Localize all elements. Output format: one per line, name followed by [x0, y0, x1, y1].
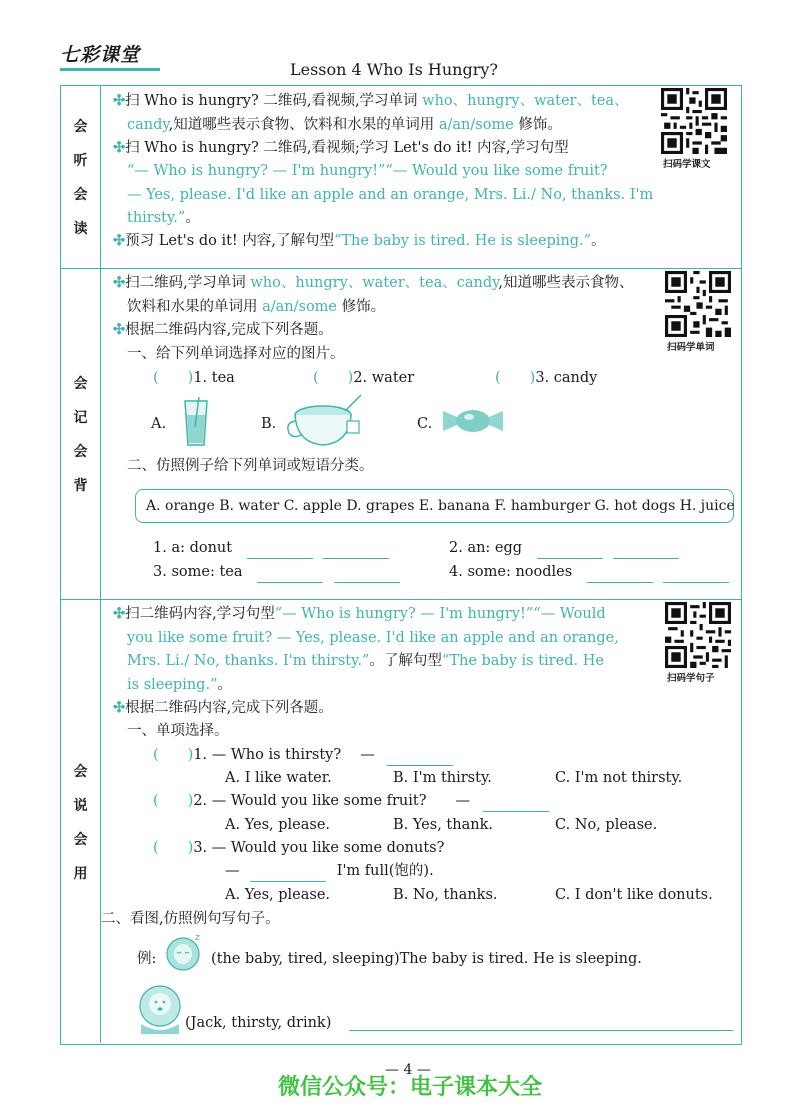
teacup-icon [285, 393, 367, 449]
match-item-3: ( )3. candy [495, 370, 598, 386]
side-char: 用 [73, 865, 88, 882]
answer-blank[interactable] [537, 545, 603, 559]
bullet-icon: ✣ [113, 139, 126, 156]
side-char: 会 [73, 763, 88, 780]
qr-code-icon[interactable] [665, 271, 731, 337]
section3-bullet2: ✣根据二维码内容,完成下列各题。 [113, 699, 333, 716]
section3-bullet1-line4: is sleeping.”。 [127, 677, 232, 693]
side-label-speak-use [61, 600, 101, 1043]
q1-option-b[interactable]: B. I'm thirsty. [393, 770, 492, 786]
answer-blank[interactable] [323, 545, 389, 559]
match-item-1: ( )1. tea [153, 370, 235, 386]
section2-bullet1-line1: ✣扫二维码,学习单词 who、hungry、water、tea、candy,知道哪些表示食物、 [113, 274, 634, 291]
q2-option-b[interactable]: B. Yes, thank. [393, 817, 493, 833]
side-char: 会 [73, 444, 88, 460]
qr-caption: 扫码学课文 [663, 159, 711, 170]
section3-bullet1-line1: ✣扫二维码内容,学习句型“— Who is hungry? — I'm hungry!”“— Would [113, 605, 606, 622]
qr-caption: 扫码学单词 [667, 342, 715, 353]
lesson-title: Lesson 4 Who Is Hungry? [290, 60, 498, 79]
section3-content [101, 600, 731, 1043]
section2-part1-title: 一、给下列单词选择对应的图片。 [127, 346, 345, 362]
answer-blank[interactable] [387, 752, 453, 766]
answer-blank[interactable] [247, 545, 313, 559]
section-speak-use [61, 600, 741, 1043]
question-2: ( )2. — Would you like some fruit? — [153, 790, 549, 812]
q3-option-a[interactable]: A. Yes, please. [225, 887, 331, 903]
answer-write-line[interactable] [349, 1030, 733, 1031]
pic-label-b: B. [261, 416, 277, 432]
side-char: 背 [73, 478, 88, 494]
side-char: 说 [73, 797, 88, 814]
section1-bullet2-line2: “— Who is hungry? — I'm hungry!”“— Would you like some fruit? [127, 163, 608, 179]
section3-bullet1-line3: Mrs. Li./ No, thanks. I'm thirsty.”。了解句型“The baby is tired. He [127, 653, 604, 669]
sleeping-baby-icon [161, 930, 207, 976]
q3-option-c[interactable]: C. I don't like donuts. [555, 887, 713, 903]
section1-bullet1-line1: ✣扫 Who is hungry? 二维码,看视频,学习单词 who、hungry、water、tea、 [113, 92, 629, 109]
pic-label-a: A. [151, 416, 167, 432]
q1-option-c[interactable]: C. I'm not thirsty. [555, 770, 683, 786]
task-prompt: (Jack, thirsty, drink) [185, 1015, 332, 1031]
classify-item-3: 3. some: tea [153, 561, 400, 583]
answer-blank[interactable] [483, 798, 549, 812]
side-label-remember-recite [61, 269, 101, 599]
answer-blank[interactable] [613, 545, 679, 559]
side-char: 会 [73, 187, 88, 203]
side-char: 听 [73, 153, 88, 169]
question-1: ( )1. — Who is thirsty? — [153, 744, 453, 766]
section2-bullet2: ✣根据二维码内容,完成下列各题。 [113, 321, 333, 338]
section1-content [113, 86, 731, 268]
q2-option-c[interactable]: C. No, please. [555, 817, 658, 833]
side-label-listen-read [61, 86, 101, 268]
side-char: 会 [73, 119, 88, 135]
side-char: 会 [73, 376, 88, 392]
classify-item-1: 1. a: donut [153, 537, 389, 559]
section3-part1-title: 一、单项选择。 [127, 723, 229, 739]
question-3: ( )3. — Would you like some donuts? [153, 840, 445, 856]
qr-caption: 扫码学句子 [667, 673, 715, 684]
answer-paren[interactable]: ( ) [153, 747, 194, 763]
side-char: 会 [73, 831, 88, 848]
q1-option-a[interactable]: A. I like water. [225, 770, 332, 786]
section-listen-read [61, 86, 741, 269]
section2-bullet1-line2: 饮料和水果的单词用 a/an/some 修饰。 [127, 299, 386, 315]
example-sentence: (the baby, tired, sleeping)The baby is tired. He is sleeping. [211, 951, 642, 967]
svg-text:z: z [195, 933, 200, 943]
bullet-icon: ✣ [113, 699, 126, 716]
section1-bullet2-line4: thirsty.”。 [127, 210, 200, 226]
side-char: 读 [73, 221, 88, 237]
section2-part2-title: 二、仿照例子给下列单词或短语分类。 [127, 458, 374, 474]
candy-icon [441, 403, 505, 437]
bullet-icon: ✣ [113, 274, 126, 291]
answer-paren[interactable]: ( ) [313, 370, 354, 386]
answer-blank[interactable] [257, 569, 323, 583]
section2-content [113, 269, 735, 599]
brand-name: 七彩课堂 [60, 44, 141, 66]
brand-underline [60, 68, 160, 71]
side-char: 记 [73, 410, 88, 426]
section1-bullet2-line3: — Yes, please. I'd like an apple and an orange, Mrs. Li./ No, thanks. I'm [127, 187, 654, 203]
word-bank-box: A. orange B. water C. apple D. grapes E. banana F. hamburger G. hot dogs H. juice [135, 489, 734, 523]
classify-item-2: 2. an: egg [449, 537, 679, 559]
bullet-icon: ✣ [113, 605, 126, 622]
example-label: 例: [137, 951, 157, 967]
juice-glass-icon [181, 397, 211, 449]
answer-blank[interactable] [334, 569, 400, 583]
thirsty-boy-icon [133, 980, 187, 1034]
classify-item-4: 4. some: noodles [449, 561, 729, 583]
watermark-text: 微信公众号：电子课本大全 [278, 1075, 543, 1100]
answer-paren[interactable]: ( ) [153, 840, 194, 856]
answer-paren[interactable]: ( ) [153, 793, 194, 809]
section3-part2-title: 二、看图,仿照例句写句子。 [101, 911, 280, 927]
answer-blank[interactable] [250, 868, 326, 882]
section3-bullet1-line2: you like some fruit? — Yes, please. I'd like an apple and an orange, [127, 630, 619, 646]
qr-code-icon[interactable] [665, 602, 731, 668]
section1-bullet3: ✣预习 Let's do it! 内容,了解句型“The baby is tired. He is sleeping.”。 [113, 232, 606, 249]
bullet-icon: ✣ [113, 321, 126, 338]
match-item-2: ( )2. water [313, 370, 415, 386]
q3-option-b[interactable]: B. No, thanks. [393, 887, 498, 903]
bullet-icon: ✣ [113, 92, 126, 109]
section-remember-recite [61, 269, 741, 600]
q2-option-a[interactable]: A. Yes, please. [225, 817, 331, 833]
answer-blank[interactable] [587, 569, 653, 583]
answer-paren[interactable]: ( ) [153, 370, 194, 386]
question-3-line2: — I'm full(饱的). [225, 860, 434, 882]
section1-bullet1-line2: candy,知道哪些表示食物、饮料和水果的单词用 a/an/some 修饰。 [127, 117, 562, 133]
answer-blank[interactable] [663, 569, 729, 583]
worksheet-frame [60, 85, 742, 1045]
bullet-icon: ✣ [113, 232, 126, 249]
page-number: — 4 — [385, 1062, 431, 1078]
section1-bullet2-line1: ✣扫 Who is hungry? 二维码,看视频;学习 Let's do it! 内容,学习句型 [113, 139, 569, 156]
answer-paren[interactable]: ( ) [495, 370, 536, 386]
qr-code-icon[interactable] [661, 88, 727, 154]
brand-logo [60, 40, 170, 72]
pic-label-c: C. [417, 416, 433, 432]
